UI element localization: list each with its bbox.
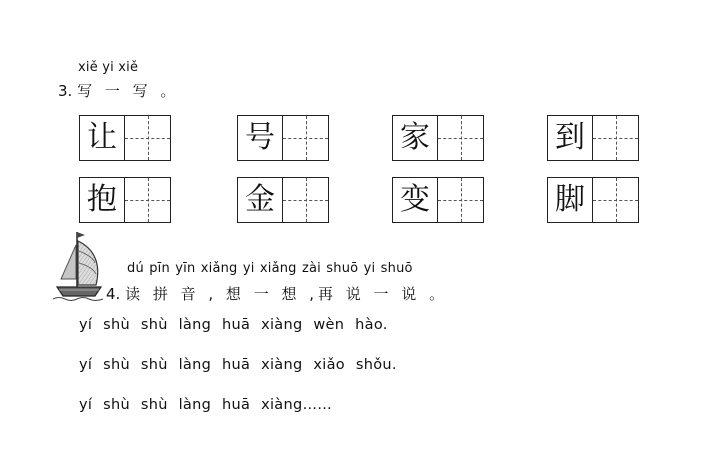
char-box-7	[392, 177, 484, 223]
writing-cell[interactable]	[593, 116, 638, 160]
model-char: 抱	[87, 182, 117, 217]
writing-cell[interactable]	[593, 178, 638, 222]
writing-cell[interactable]	[283, 178, 328, 222]
pinyin-line-1: yí shù shù làng huā xiàng wèn hào.	[79, 317, 388, 333]
section4-title: 读 拼 音 , 想 一 想 ,再 说 一 说 。	[125, 285, 449, 303]
section4-pinyin: dú pīn yīn xiǎng yi xiǎng zài shuō yi shuō	[127, 261, 413, 276]
model-char: 金	[245, 182, 275, 217]
sailboat-icon	[51, 229, 105, 301]
char-box-8	[547, 177, 639, 223]
pinyin-line-2: yí shù shù làng huā xiàng xiǎo shǒu.	[79, 357, 397, 373]
char-box-3	[392, 115, 484, 161]
char-box-1	[79, 115, 171, 161]
section3-number: 3.	[58, 82, 73, 100]
char-box-4	[547, 115, 639, 161]
writing-cell[interactable]	[438, 178, 483, 222]
char-box-2	[237, 115, 329, 161]
model-char: 家	[400, 120, 430, 155]
writing-cell[interactable]	[125, 116, 170, 160]
pinyin-line-3: yí shù shù làng huā xiàng……	[79, 397, 333, 413]
char-box-5	[79, 177, 171, 223]
section3-pinyin: xiě yi xiě	[78, 60, 139, 75]
model-char: 号	[245, 120, 275, 155]
model-char: 变	[400, 182, 430, 217]
writing-cell[interactable]	[438, 116, 483, 160]
section3-title: 写 一 写 。	[77, 82, 180, 100]
model-char: 脚	[555, 182, 585, 217]
writing-cell[interactable]	[125, 178, 170, 222]
writing-cell[interactable]	[283, 116, 328, 160]
model-char: 到	[555, 120, 585, 155]
section3-heading	[58, 80, 179, 101]
section4-number: 4.	[106, 285, 121, 303]
model-char: 让	[87, 120, 117, 155]
section4-heading	[106, 283, 448, 304]
char-box-6	[237, 177, 329, 223]
